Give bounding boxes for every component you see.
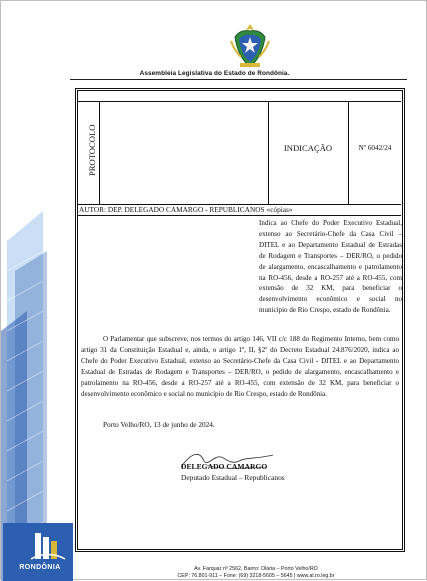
document-type: INDICAÇÃO bbox=[283, 143, 333, 153]
institution-name: Assembleia Legislativa do Estado de Rondônia. bbox=[139, 70, 290, 77]
protocol-label: PROTOCOLO bbox=[87, 124, 97, 176]
rondonia-logo-text: RONDÔNIA bbox=[19, 564, 61, 571]
building-decoration-image bbox=[1, 211, 73, 581]
state-coat-of-arms-icon bbox=[227, 21, 273, 71]
number-divider bbox=[348, 102, 349, 204]
body-paragraph: O Parlamentar que subscreve, nos termos do artigo 146, VII c/c 188 do Regimento Interno, bem como artigo 31 da Constituição Estadual e, ainda, o artigo 1º, II, §2º do Decreto Estadual 24.876/2020, indica ao Chefe do Poder Executivo Estadual, extenso ao Secretário-Chefe da Casa Civil - DITEL e ao Departamento Estadual de Estradas de Rodagem e Transportes – DER/RO, o pedido de alargamento, encascalhamento e patrolamento na RO-456, desde a RO-257 até a RO-455, com extensão de 32 KM, para beneficiar o desenvolvimento econômico e social no município de Rio Crespo, estado de Rondônia. bbox=[81, 335, 399, 398]
author-line: AUTOR: DEP. DELEGADO CAMARGO - REPUBLICANOS bbox=[79, 205, 265, 214]
ementa-paragraph bbox=[259, 218, 402, 316]
document-number: Nº 6042/24 bbox=[358, 144, 392, 152]
signatory-role: Deputado Estadual – Republicanos bbox=[181, 473, 285, 482]
page-footer bbox=[141, 566, 371, 580]
protocol-divider bbox=[99, 102, 100, 204]
copies-field: «cópias» bbox=[266, 205, 293, 214]
footer-contact: CEP: 76.801-911 – Fone: (69) 3218-5605 – 5645 | www.al.ro.leg.br bbox=[177, 573, 335, 579]
header-divider bbox=[70, 79, 407, 80]
footer-address: Av. Farquar nº 2562, Bairro: Olaria – Porto Velho/RO bbox=[194, 566, 318, 572]
indication-divider bbox=[268, 102, 269, 204]
signatory-name: DELEGADO CAMARGO bbox=[181, 462, 268, 471]
author-row bbox=[77, 204, 401, 216]
protocol-box bbox=[77, 101, 401, 205]
place-date: Porto Velho/RO, 13 de junho de 2024. bbox=[103, 420, 215, 429]
ementa-text: Indica ao Chefe do Poder Executivo Estadual, extenso ao Secretário-Chefe da Casa Civil – DITEL e ao Departamento Estadual de Estradas de Rodagem e Transportes – DER/RO, o pedido de alargamento, encascalhamento e patrolamento na RO-456, desde a RO-257 até a RO-455, com extensão de 32 KM, para beneficiar o desenvolvimento econômico e social no município de Rio Crespo, estado de Rondônia. bbox=[259, 219, 402, 315]
